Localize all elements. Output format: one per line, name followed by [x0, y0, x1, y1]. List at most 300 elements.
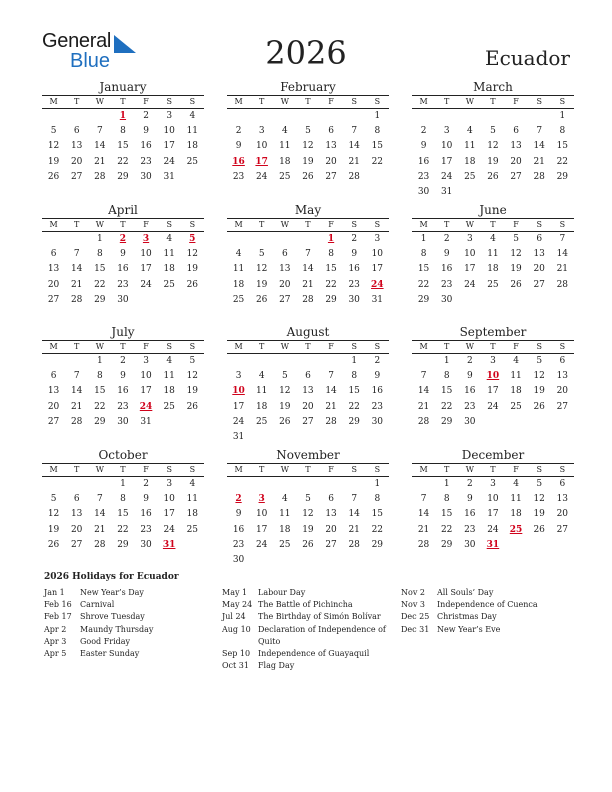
day-cell — [42, 354, 65, 369]
day-cell: 15 — [417, 264, 430, 275]
day-cell: 29 — [348, 416, 360, 427]
week-row — [227, 507, 389, 522]
day-cell — [481, 109, 504, 124]
holiday-name: The Battle of Pichincha — [258, 600, 353, 610]
weekday-header — [412, 95, 574, 109]
day-cell: 17 — [163, 141, 175, 152]
day-cell: 25 — [279, 171, 291, 182]
week-row — [227, 170, 389, 185]
weekday-label: M — [419, 97, 428, 106]
week-row — [227, 354, 389, 369]
weekday-label: T — [74, 465, 80, 474]
week-row — [412, 278, 574, 293]
day-cell: 23 — [117, 279, 129, 290]
day-cell: 9 — [143, 494, 149, 505]
holiday-name: Good Friday — [80, 636, 131, 646]
weekday-label: W — [95, 465, 104, 474]
month-title: December — [461, 448, 525, 462]
day-cell — [42, 477, 65, 492]
holiday-item — [222, 587, 392, 599]
weekday-label: T — [444, 342, 450, 351]
weekday-label: W — [95, 342, 104, 351]
day-cell: 5 — [536, 479, 543, 489]
day-cell: 13 — [510, 141, 522, 152]
day-cell — [296, 553, 319, 568]
day-cell — [296, 109, 319, 124]
day-cell: 18 — [163, 386, 175, 397]
day-cell: 8 — [559, 126, 566, 137]
week-row — [412, 232, 574, 247]
day-cell: 16 — [348, 264, 360, 275]
day-cell: 6 — [50, 371, 57, 382]
day-cell: 17 — [440, 156, 453, 167]
day-cell: 11 — [232, 264, 245, 275]
month-title: July — [111, 325, 135, 339]
day-cell: 13 — [533, 249, 545, 260]
day-cell: 28 — [348, 539, 360, 550]
week-row — [412, 124, 574, 139]
day-cell: 14 — [94, 509, 106, 520]
day-cell: 4 — [189, 111, 196, 121]
day-cell: 9 — [351, 249, 358, 260]
day-cell: 7 — [73, 371, 80, 382]
day-cell: 7 — [96, 494, 103, 505]
day-cell: 25 — [255, 416, 268, 427]
day-cell: 28 — [94, 539, 106, 550]
weekday-label: T — [259, 97, 265, 106]
day-cell: 19 — [302, 156, 314, 167]
day-cell — [412, 477, 435, 492]
day-cell: 21 — [417, 401, 430, 412]
day-cell: 10 — [140, 371, 152, 382]
day-cell: 4 — [166, 356, 173, 366]
day-cell: 9 — [443, 249, 450, 260]
day-cell: 16 — [440, 264, 453, 275]
day-cell: 7 — [559, 234, 566, 244]
day-cell — [458, 185, 481, 200]
day-cell: 8 — [120, 494, 126, 505]
day-cell — [227, 109, 250, 124]
day-cell — [227, 354, 250, 369]
day-cell: 13 — [302, 386, 314, 397]
day-cell — [135, 293, 158, 308]
day-cell: 27 — [556, 401, 569, 412]
day-cell: 15 — [348, 386, 360, 397]
weekday-label: M — [419, 465, 428, 474]
holiday-day-cell: 31 — [486, 539, 500, 550]
weekday-label: T — [305, 97, 311, 106]
week-row — [42, 384, 204, 399]
weekday-label: T — [490, 220, 496, 229]
day-cell: 23 — [371, 401, 384, 412]
day-cell — [435, 109, 458, 124]
day-cell: 1 — [351, 356, 358, 366]
day-cell: 3 — [490, 356, 496, 366]
day-cell: 13 — [47, 264, 60, 275]
week-row — [412, 400, 574, 415]
day-cell: 4 — [258, 371, 265, 382]
day-cell: 12 — [47, 141, 60, 152]
week-row — [412, 538, 574, 553]
month-december — [412, 448, 574, 553]
day-cell: 28 — [417, 416, 430, 427]
day-cell: 15 — [94, 264, 106, 275]
week-row — [42, 492, 204, 507]
holiday-item — [44, 636, 214, 648]
day-cell: 11 — [186, 494, 199, 505]
day-cell — [320, 430, 343, 445]
weekday-header — [412, 218, 574, 232]
holiday-day-cell: 31 — [162, 539, 176, 550]
day-cell: 16 — [140, 141, 152, 152]
weekday-header — [42, 340, 204, 354]
holiday-date: May 24 — [222, 600, 253, 610]
weekday-label: F — [143, 465, 149, 474]
day-cell: 29 — [556, 171, 569, 182]
week-row — [412, 477, 574, 492]
month-title: October — [98, 448, 148, 462]
month-november — [227, 448, 389, 568]
day-cell: 3 — [490, 479, 496, 489]
day-cell: 2 — [351, 234, 358, 244]
holiday-date: Nov 3 — [401, 600, 425, 610]
day-cell: 12 — [47, 509, 60, 520]
day-cell: 4 — [189, 479, 196, 489]
weekday-label: T — [305, 342, 311, 351]
weekday-label: S — [374, 220, 381, 229]
day-cell — [320, 553, 343, 568]
day-cell: 24 — [487, 401, 499, 412]
day-cell — [158, 293, 181, 308]
weekday-label: M — [49, 465, 58, 474]
week-row — [42, 523, 204, 538]
holiday-column — [44, 587, 214, 660]
day-cell: 13 — [70, 509, 83, 520]
day-cell: 12 — [302, 141, 314, 152]
day-cell — [343, 477, 366, 492]
weekday-label: F — [513, 342, 519, 351]
holiday-day-cell: 1 — [327, 234, 335, 244]
weekday-label: T — [74, 220, 80, 229]
day-cell: 29 — [417, 294, 430, 305]
week-row — [227, 477, 389, 492]
day-cell: 13 — [47, 386, 60, 397]
day-cell: 6 — [73, 494, 80, 505]
day-cell: 14 — [417, 386, 430, 397]
week-row — [412, 523, 574, 538]
day-cell — [88, 109, 111, 124]
day-cell: 16 — [232, 524, 245, 535]
week-row — [412, 247, 574, 262]
day-cell: 23 — [348, 279, 360, 290]
day-cell: 2 — [443, 234, 450, 244]
day-cell: 27 — [556, 524, 569, 535]
day-cell: 10 — [163, 494, 175, 505]
day-cell: 5 — [258, 249, 265, 260]
day-cell — [412, 354, 435, 369]
day-cell: 2 — [120, 356, 126, 366]
day-cell: 27 — [70, 171, 83, 182]
weekday-label: W — [280, 97, 289, 106]
day-cell: 13 — [556, 371, 569, 382]
day-cell: 30 — [232, 554, 245, 565]
day-cell: 9 — [420, 141, 427, 152]
day-cell — [65, 477, 88, 492]
holiday-item — [44, 624, 214, 636]
holidays-title: 2026 Holidays for Ecuador — [44, 572, 179, 582]
month-july — [42, 325, 204, 430]
day-cell: 6 — [513, 126, 519, 137]
day-cell: 22 — [348, 401, 360, 412]
day-cell: 27 — [510, 171, 522, 182]
day-cell: 22 — [94, 401, 106, 412]
day-cell: 18 — [186, 141, 199, 152]
day-cell: 5 — [513, 234, 519, 244]
day-cell: 28 — [325, 416, 337, 427]
day-cell: 7 — [420, 371, 427, 382]
weekday-label: T — [259, 342, 265, 351]
day-cell: 27 — [70, 539, 83, 550]
day-cell: 18 — [510, 386, 522, 397]
day-cell: 3 — [235, 371, 242, 382]
weekday-label: M — [234, 342, 243, 351]
day-cell: 28 — [302, 294, 314, 305]
weekday-label: S — [536, 97, 542, 106]
month-january — [42, 80, 204, 185]
week-row — [412, 155, 574, 170]
week-row — [42, 139, 204, 154]
weekday-label: T — [490, 97, 496, 106]
weekday-label: W — [95, 97, 104, 106]
day-cell: 24 — [464, 279, 476, 290]
weekday-label: W — [280, 342, 289, 351]
day-cell — [481, 415, 504, 430]
day-cell — [158, 415, 181, 430]
day-cell — [88, 477, 111, 492]
weekday-label: W — [465, 97, 474, 106]
day-cell: 5 — [490, 126, 496, 137]
day-cell: 25 — [279, 539, 291, 550]
weekday-header — [227, 340, 389, 354]
day-cell: 28 — [348, 171, 360, 182]
day-cell: 29 — [94, 294, 106, 305]
day-cell: 2 — [466, 479, 473, 489]
page-title-year: 2026 — [265, 34, 347, 72]
holiday-name: Declaration of Independence of Quito — [258, 624, 386, 646]
week-row — [227, 109, 389, 124]
day-cell — [273, 553, 296, 568]
day-cell: 8 — [443, 494, 450, 505]
day-cell: 26 — [47, 539, 60, 550]
day-cell — [320, 477, 343, 492]
week-row — [227, 538, 389, 553]
day-cell: 19 — [186, 264, 199, 275]
day-cell — [296, 477, 319, 492]
day-cell: 29 — [117, 171, 129, 182]
weekday-label: W — [280, 220, 289, 229]
day-cell: 26 — [255, 294, 268, 305]
day-cell: 6 — [305, 371, 311, 382]
day-cell: 22 — [117, 524, 129, 535]
day-cell: 11 — [255, 386, 268, 397]
day-cell: 5 — [50, 126, 57, 137]
day-cell: 1 — [559, 111, 566, 121]
day-cell: 20 — [325, 524, 337, 535]
weekday-header — [42, 218, 204, 232]
week-row — [227, 139, 389, 154]
weekday-label: S — [536, 220, 542, 229]
day-cell: 23 — [140, 524, 152, 535]
weekday-label: M — [49, 220, 58, 229]
day-cell: 6 — [328, 126, 334, 137]
day-cell: 14 — [348, 141, 360, 152]
weekday-label: W — [280, 465, 289, 474]
weekday-label: W — [95, 220, 104, 229]
day-cell: 29 — [325, 294, 337, 305]
week-row — [42, 507, 204, 522]
holiday-name: Maundy Thursday — [80, 624, 154, 634]
day-cell: 10 — [440, 141, 453, 152]
day-cell: 20 — [70, 524, 83, 535]
week-row — [227, 262, 389, 277]
day-cell: 4 — [490, 234, 496, 244]
day-cell: 10 — [255, 509, 268, 520]
weekday-label: S — [351, 97, 357, 106]
day-cell: 23 — [232, 539, 245, 550]
day-cell: 19 — [47, 156, 60, 167]
day-cell: 18 — [279, 156, 291, 167]
month-title: November — [276, 448, 340, 462]
day-cell: 24 — [255, 171, 268, 182]
weekday-label: T — [444, 220, 450, 229]
day-cell: 5 — [536, 356, 543, 366]
day-cell: 17 — [487, 386, 499, 397]
holiday-item — [401, 611, 571, 623]
day-cell: 9 — [143, 126, 149, 137]
day-cell — [505, 415, 528, 430]
weekday-label: S — [559, 342, 566, 351]
day-cell: 27 — [47, 294, 60, 305]
day-cell — [250, 354, 273, 369]
week-row — [42, 232, 204, 247]
day-cell: 27 — [325, 539, 337, 550]
day-cell — [551, 415, 574, 430]
day-cell: 21 — [94, 524, 106, 535]
day-cell: 10 — [163, 126, 175, 137]
day-cell: 20 — [510, 156, 522, 167]
day-cell: 15 — [371, 509, 384, 520]
day-cell: 1 — [374, 479, 381, 489]
day-cell — [250, 109, 273, 124]
day-cell — [366, 170, 389, 185]
weekday-label: M — [234, 465, 243, 474]
weekday-label: W — [465, 220, 474, 229]
holiday-date: Aug 10 — [222, 624, 251, 634]
month-september — [412, 325, 574, 430]
day-cell: 4 — [281, 494, 288, 505]
day-cell: 2 — [235, 126, 242, 137]
holiday-name: The Birthday of Simón Bolívar — [258, 612, 381, 622]
weekday-label: S — [374, 97, 381, 106]
day-cell: 21 — [302, 279, 314, 290]
day-cell: 10 — [464, 249, 476, 260]
day-cell: 17 — [232, 401, 245, 412]
day-cell: 3 — [443, 126, 450, 137]
day-cell: 14 — [533, 141, 545, 152]
day-cell — [250, 430, 273, 445]
holiday-name: Independence of Cuenca — [437, 600, 538, 610]
day-cell: 22 — [94, 279, 106, 290]
day-cell — [42, 232, 65, 247]
holiday-date: Jul 24 — [222, 612, 246, 622]
holiday-item — [222, 648, 392, 660]
day-cell — [273, 477, 296, 492]
day-cell: 26 — [302, 171, 314, 182]
holiday-day-cell: 3 — [258, 494, 265, 505]
day-cell — [505, 109, 528, 124]
day-cell — [412, 109, 435, 124]
week-row — [227, 415, 389, 430]
day-cell: 26 — [186, 401, 199, 412]
day-cell: 26 — [533, 524, 545, 535]
day-cell: 11 — [510, 371, 522, 382]
day-cell — [273, 232, 296, 247]
weekday-label: T — [490, 342, 496, 351]
holiday-item — [222, 660, 392, 672]
holiday-day-cell: 2 — [235, 494, 242, 505]
weekday-label: S — [351, 220, 357, 229]
day-cell: 25 — [163, 279, 175, 290]
month-june — [412, 203, 574, 308]
day-cell: 30 — [117, 294, 129, 305]
weekday-label: T — [120, 342, 126, 351]
day-cell: 4 — [235, 249, 242, 260]
weekday-label: S — [189, 220, 196, 229]
day-cell: 14 — [70, 264, 83, 275]
day-cell: 23 — [117, 401, 129, 412]
day-cell: 1 — [374, 111, 381, 121]
day-cell: 28 — [70, 294, 83, 305]
day-cell — [65, 232, 88, 247]
day-cell — [505, 293, 528, 308]
day-cell: 5 — [281, 371, 288, 382]
week-row — [412, 415, 574, 430]
month-title: March — [473, 80, 513, 94]
day-cell: 18 — [232, 279, 245, 290]
day-cell — [296, 354, 319, 369]
day-cell — [227, 477, 250, 492]
weekday-label: T — [120, 220, 126, 229]
day-cell: 20 — [533, 264, 545, 275]
day-cell: 11 — [464, 141, 476, 152]
holiday-date: Dec 25 — [401, 612, 430, 622]
month-title: September — [459, 325, 527, 339]
holiday-date: May 1 — [222, 588, 248, 597]
week-row — [42, 354, 204, 369]
day-cell: 9 — [466, 371, 473, 382]
weekday-label: T — [259, 220, 265, 229]
day-cell: 8 — [328, 249, 334, 260]
holiday-day-cell: 10 — [486, 371, 500, 382]
week-row — [412, 293, 574, 308]
day-cell: 11 — [163, 249, 175, 260]
day-cell: 16 — [417, 156, 430, 167]
day-cell: 25 — [464, 171, 476, 182]
holiday-item — [222, 611, 392, 623]
day-cell — [65, 109, 88, 124]
day-cell: 20 — [556, 509, 569, 520]
weekday-label: T — [444, 97, 450, 106]
